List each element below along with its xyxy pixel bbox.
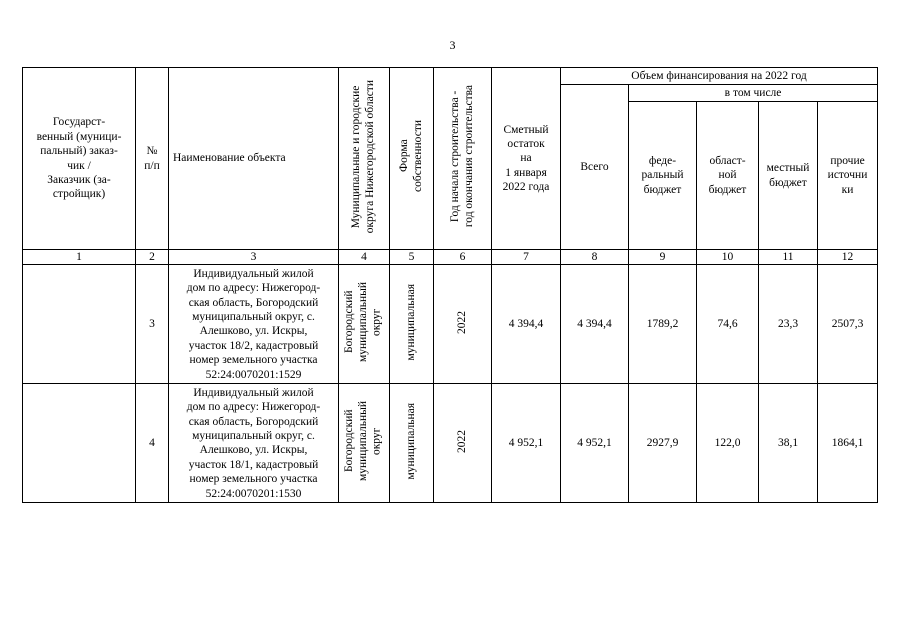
cell-num: 3: [136, 265, 169, 384]
cell-municipality: [339, 265, 390, 384]
col-number: 9: [629, 250, 697, 265]
cell-customer: [23, 265, 136, 384]
cell-regional: 122,0: [697, 384, 759, 503]
table-row: [23, 265, 878, 384]
financing-table: [22, 67, 878, 503]
cell-year-text: 2022: [455, 429, 468, 453]
col-number: 1: [23, 250, 136, 265]
cell-year-text: 2022: [455, 310, 468, 334]
cell-ownership: [390, 384, 434, 503]
cell-year: [434, 384, 492, 503]
cell-estimate: 4 952,1: [492, 384, 561, 503]
cell-federal: 1789,2: [629, 265, 697, 384]
header-municipality: [339, 68, 390, 250]
header-federal: феде- ральный бюджет: [629, 102, 697, 250]
cell-municipality-text: Богородский муниципальный округ: [343, 401, 383, 482]
header-regional: област- ной бюджет: [697, 102, 759, 250]
col-number: 11: [759, 250, 818, 265]
cell-regional: 74,6: [697, 265, 759, 384]
cell-object: Индивидуальный жилой дом по адресу: Нижегород- ская область, Богородский муниципальный округ, с. Алешково, ул. Искры, участок 18/1, кадастровый номер земельного участка 52:24:0070201:1530: [169, 384, 339, 503]
col-number: 6: [434, 250, 492, 265]
header-other: прочие источни ки: [818, 102, 878, 250]
cell-total: 4 952,1: [561, 384, 629, 503]
header-funding: Объем финансирования на 2022 год: [561, 68, 878, 85]
header-customer: Государст- венный (муници- пальный) заказ- чик / Заказчик (за- стройщик): [23, 68, 136, 250]
header-object: Наименование объекта: [169, 68, 339, 250]
cell-other: 1864,1: [818, 384, 878, 503]
header-years: [434, 68, 492, 250]
col-number: 3: [169, 250, 339, 265]
cell-other: 2507,3: [818, 265, 878, 384]
cell-total: 4 394,4: [561, 265, 629, 384]
cell-estimate: 4 394,4: [492, 265, 561, 384]
table-row: [23, 384, 878, 503]
cell-ownership-text: муниципальная: [404, 283, 417, 361]
col-number: 12: [818, 250, 878, 265]
page-number: 3: [449, 38, 456, 52]
cell-customer: [23, 384, 136, 503]
header-estimate: Сметный остаток на 1 января 2022 года: [492, 68, 561, 250]
cell-federal: 2927,9: [629, 384, 697, 503]
cell-object: Индивидуальный жилой дом по адресу: Нижегород- ская область, Богородский муниципальный округ, с. Алешково, ул. Искры, участок 18/2, кадастровый номер земельного участка 52:24:0070201:1529: [169, 265, 339, 384]
cell-year: [434, 265, 492, 384]
cell-local: 38,1: [759, 384, 818, 503]
header-ownership: [390, 68, 434, 250]
header-local: местный бюджет: [759, 102, 818, 250]
cell-ownership-text: муниципальная: [404, 402, 417, 480]
cell-local: 23,3: [759, 265, 818, 384]
col-number: 5: [390, 250, 434, 265]
header-including: в том числе: [629, 85, 878, 102]
cell-ownership: [390, 265, 434, 384]
cell-num: 4: [136, 384, 169, 503]
header-num: № п/п: [136, 68, 169, 250]
cell-municipality: [339, 384, 390, 503]
col-number: 10: [697, 250, 759, 265]
col-number: 7: [492, 250, 561, 265]
header-years-text: Год начала строительства - год окончания строительства: [448, 85, 475, 228]
header-municipality-text: Муниципальные и городские округа Нижегородской области: [350, 79, 376, 233]
header-ownership-text: Форма собственности: [397, 120, 424, 193]
header-total: Всего: [561, 85, 629, 250]
col-number: 8: [561, 250, 629, 265]
col-number: 2: [136, 250, 169, 265]
cell-municipality-text: Богородский муниципальный округ: [343, 282, 383, 363]
col-number: 4: [339, 250, 390, 265]
